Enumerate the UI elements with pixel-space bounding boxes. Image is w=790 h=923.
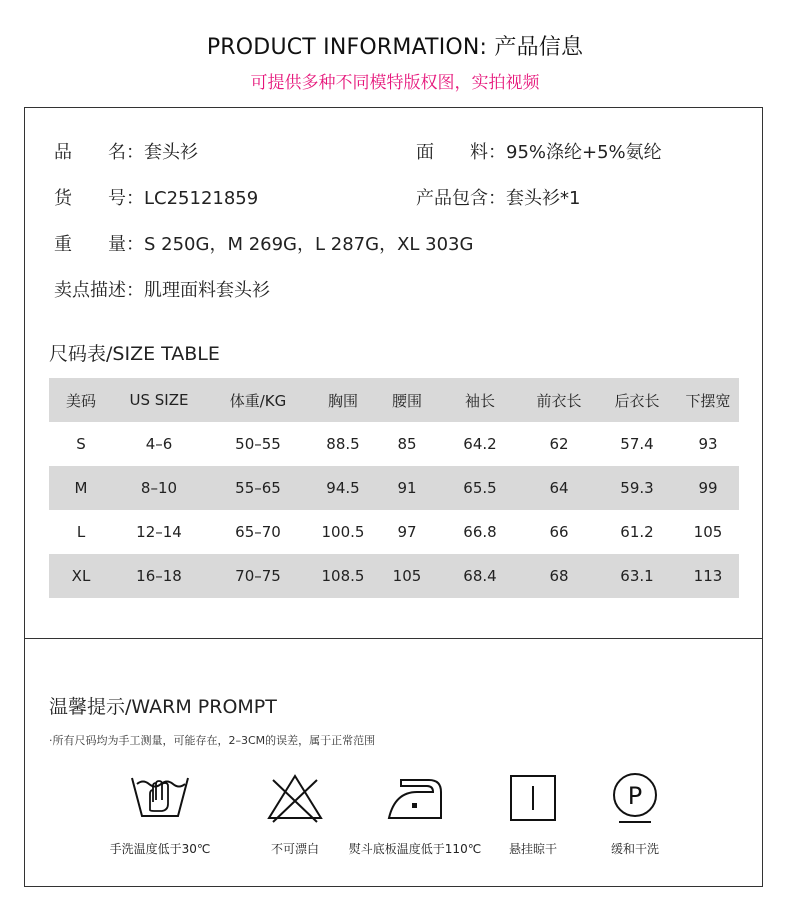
info-fabric-label: 面 料： (416, 142, 506, 163)
col-header: 体重/KG (229, 391, 287, 410)
table-cell: 62 (549, 435, 569, 453)
col-header: 美码 (65, 391, 96, 410)
table-cell: 61.2 (620, 523, 654, 541)
col-header: 前衣长 (536, 391, 582, 410)
table-cell: M (74, 479, 88, 497)
table-cell: 100.5 (321, 523, 365, 541)
table-cell: 64.2 (463, 435, 497, 453)
table-cell: 65.5 (463, 479, 497, 497)
col-header: 后衣长 (614, 391, 660, 410)
dry-clean-symbol: P (627, 782, 643, 810)
table-row (49, 422, 739, 466)
dry-clean-p-icon (603, 770, 667, 826)
info-package (416, 184, 580, 210)
info-sku-label: 货 号： (54, 188, 144, 209)
table-cell: 99 (698, 479, 718, 497)
table-cell: 64 (549, 479, 569, 497)
info-name-value: 套头衫 (144, 142, 198, 163)
col-header: 腰围 (391, 391, 422, 410)
size-table-header-row (49, 378, 739, 422)
table-cell: 12–14 (136, 523, 182, 541)
care-item-dry-clean (560, 770, 710, 857)
table-row (49, 510, 739, 554)
size-table (49, 378, 739, 598)
col-header: 胸围 (327, 391, 358, 410)
table-cell: 105 (392, 567, 422, 585)
table-cell: 68 (549, 567, 569, 585)
table-cell: XL (71, 567, 91, 585)
info-fabric (416, 138, 662, 164)
care-item-hand-wash (85, 770, 235, 857)
table-cell: L (76, 523, 86, 541)
info-weight-label: 重 量： (54, 234, 144, 255)
section-divider (24, 638, 763, 639)
table-cell: 4–6 (145, 435, 173, 453)
table-cell: 8–10 (140, 479, 178, 497)
table-cell: 66 (549, 523, 569, 541)
table-cell: 91 (397, 479, 417, 497)
table-cell: S (76, 435, 86, 453)
prompt-note: ·所有尺码均为手工测量，可能存在，2–3CM的误差，属于正常范围 (49, 734, 376, 747)
table-cell: 55–65 (235, 479, 281, 497)
hang-dry-icon (501, 770, 565, 826)
col-header: 下摆宽 (685, 391, 731, 410)
do-not-bleach-icon (263, 770, 327, 826)
table-cell: 57.4 (620, 435, 654, 453)
size-table-title: 尺码表/SIZE TABLE (49, 343, 220, 365)
table-cell: 97 (397, 523, 417, 541)
table-row (49, 466, 739, 510)
table-cell: 66.8 (463, 523, 497, 541)
care-label: 缓和干洗 (610, 842, 659, 856)
page-subtitle: 可提供多种不同模特版权图，实拍视频 (250, 73, 540, 93)
table-cell: 94.5 (326, 479, 360, 497)
care-label: 悬挂晾干 (508, 842, 557, 856)
col-header: US SIZE (129, 391, 189, 409)
table-cell: 105 (693, 523, 723, 541)
info-name-label: 品 名： (54, 142, 144, 163)
care-label: 手洗温度低于30℃ (109, 842, 211, 856)
iron-icon (383, 770, 447, 826)
info-selling-label: 卖点描述： (54, 280, 144, 301)
table-cell: 50–55 (235, 435, 281, 453)
care-label: 熨斗底板温度低于110℃ (348, 842, 482, 856)
care-label: 不可漂白 (270, 842, 319, 856)
table-cell: 65–70 (235, 523, 281, 541)
col-header: 袖长 (464, 391, 495, 410)
table-cell: 63.1 (620, 567, 654, 585)
table-cell: 59.3 (620, 479, 654, 497)
table-cell: 70–75 (235, 567, 281, 585)
table-cell: 68.4 (463, 567, 497, 585)
hand-wash-icon (128, 770, 192, 826)
info-selling (54, 276, 270, 302)
table-cell: 108.5 (321, 567, 365, 585)
info-sku-value: LC25121859 (144, 188, 259, 209)
info-sku (54, 184, 258, 210)
info-name (54, 138, 198, 164)
info-package-value: 套头衫*1 (506, 188, 581, 209)
info-weight-value: S 250G，M 269G，L 287G，XL 303G (144, 234, 474, 255)
info-fabric-value: 95%涤纶+5%氨纶 (506, 142, 662, 163)
table-cell: 113 (693, 567, 723, 585)
info-package-label: 产品包含： (416, 188, 506, 209)
info-weight (54, 230, 473, 256)
table-cell: 85 (397, 435, 417, 453)
table-cell: 88.5 (326, 435, 360, 453)
table-cell: 16–18 (136, 567, 182, 585)
table-row (49, 554, 739, 598)
info-selling-value: 肌理面料套头衫 (144, 280, 270, 301)
table-cell: 93 (698, 435, 718, 453)
page-title: PRODUCT INFORMATION: 产品信息 (206, 35, 584, 60)
prompt-title: 温馨提示/WARM PROMPT (49, 696, 277, 718)
